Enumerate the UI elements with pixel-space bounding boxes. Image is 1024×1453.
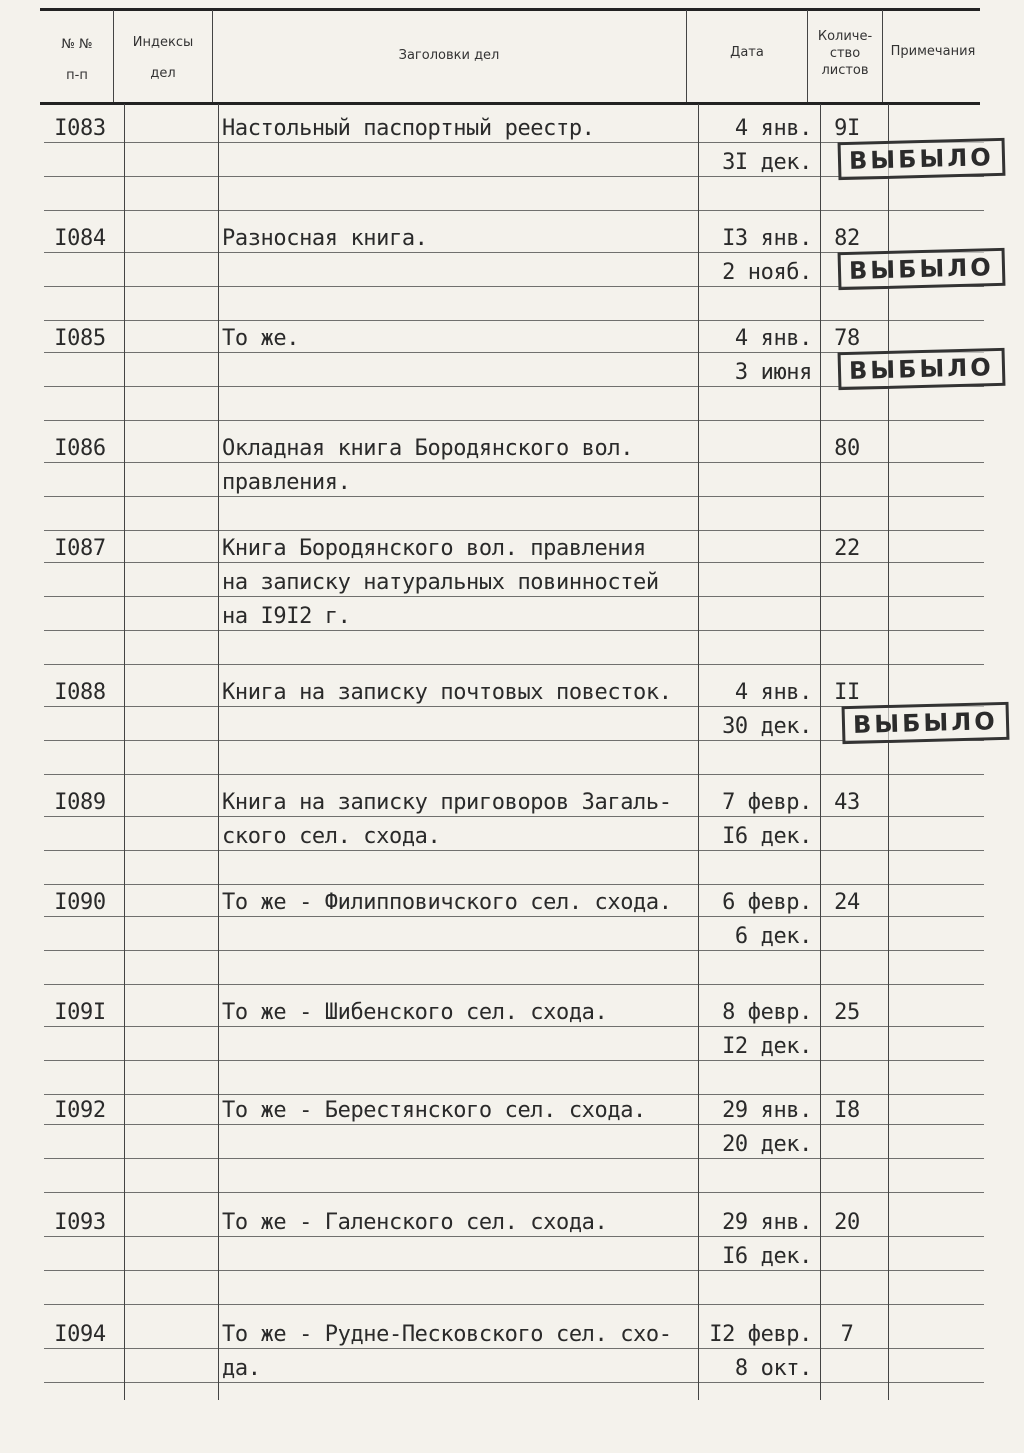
entry-number: I093 xyxy=(54,1210,106,1235)
entry-date-from: I3 янв. xyxy=(722,226,812,251)
entry-date-from: 4 янв. xyxy=(734,326,812,351)
entry-sheet-count: II xyxy=(834,680,860,705)
entry-date-from: 8 февр. xyxy=(722,1000,812,1025)
entry-sheet-count: 43 xyxy=(834,790,860,815)
entry-number: I090 xyxy=(54,890,106,915)
header-sheets-line3: листов xyxy=(821,63,869,78)
entry-date-to: 30 дек. xyxy=(722,714,812,739)
entry-date-from: 4 янв. xyxy=(734,116,812,141)
header-index-line1: Индексы xyxy=(132,35,194,50)
entry-date-from: 4 янв. xyxy=(734,680,812,705)
entry-sheet-count: 24 xyxy=(834,890,860,915)
withdrawn-stamp: ВЫБЫЛО xyxy=(838,138,1006,180)
header-date: Дата xyxy=(730,45,764,60)
entry-title-line: Книга на записку приговоров Загаль- xyxy=(222,790,672,815)
entry-date-to: I6 дек. xyxy=(722,1244,812,1269)
header-sheets-line2: ство xyxy=(829,46,861,61)
entry-title-line: Разносная книга. xyxy=(222,226,428,251)
entry-date-to: 20 дек. xyxy=(722,1132,812,1157)
entry-title-line: Книга на записку почтовых повесток. xyxy=(222,680,672,705)
header-num-line2: п-п xyxy=(66,68,88,83)
entry-title-line: Настольный паспортный реестр. xyxy=(222,116,595,141)
ruled-line xyxy=(44,1060,984,1061)
header-sheets-line1: Количе- xyxy=(817,29,873,44)
entry-sheet-count: 9I xyxy=(834,116,860,141)
entry-title-line: То же. xyxy=(222,326,300,351)
entry-number: I094 xyxy=(54,1322,106,1347)
entry-sheet-count: 20 xyxy=(834,1210,860,1235)
withdrawn-stamp: ВЫБЫЛО xyxy=(842,702,1010,744)
ruled-line xyxy=(44,1192,984,1193)
entry-number: I092 xyxy=(54,1098,106,1123)
divider-index-title xyxy=(212,10,213,102)
entry-title-line: Окладная книга Бородянского вол. xyxy=(222,436,634,461)
entry-date-to: 2 нояб. xyxy=(722,260,812,285)
ruled-line xyxy=(44,950,984,951)
ruled-line xyxy=(44,984,984,985)
withdrawn-stamp: ВЫБЫЛО xyxy=(838,248,1006,290)
entry-sheet-count: 22 xyxy=(834,536,860,561)
ruled-line xyxy=(44,210,984,211)
entry-date-from: 6 февр. xyxy=(722,890,812,915)
entry-date-from: 29 янв. xyxy=(722,1210,812,1235)
entry-sheet-count: 82 xyxy=(834,226,860,251)
entry-number: I083 xyxy=(54,116,106,141)
entry-title-line: То же - Шибенского сел. схода. xyxy=(222,1000,608,1025)
body-divider-index-title xyxy=(218,104,219,1400)
header-title: Заголовки дел xyxy=(398,48,500,63)
entry-date-to: I6 дек. xyxy=(722,824,812,849)
ruled-line xyxy=(44,420,984,421)
divider-num-index xyxy=(113,10,114,102)
entry-date-from: I2 февр. xyxy=(709,1322,812,1347)
ruled-line xyxy=(44,320,984,321)
entry-number: I085 xyxy=(54,326,106,351)
header-sheets xyxy=(808,28,882,79)
entry-sheet-count: 25 xyxy=(834,1000,860,1025)
entry-number: I089 xyxy=(54,790,106,815)
entry-title-line: То же - Галенского сел. схода. xyxy=(222,1210,608,1235)
entry-date-to: 8 окт. xyxy=(734,1356,812,1381)
entry-sheet-count: 80 xyxy=(834,436,860,461)
divider-title-date xyxy=(686,10,687,102)
ruled-line xyxy=(44,664,984,665)
top-border xyxy=(40,8,980,11)
entry-number: I088 xyxy=(54,680,106,705)
entry-title-line: правления. xyxy=(222,470,351,495)
entry-title-line: То же - Рудне-Песковского сел. схо- xyxy=(222,1322,672,1347)
body-divider-num-index xyxy=(124,104,125,1400)
ruled-line xyxy=(44,530,984,531)
header-num xyxy=(44,36,110,84)
body-divider-sheets-notes xyxy=(888,104,889,1400)
header-notes: Примечания xyxy=(890,44,976,59)
entry-title-line: Книга Бородянского вол. правления xyxy=(222,536,646,561)
entry-title-line: на I9I2 г. xyxy=(222,604,351,629)
entry-title-line: да. xyxy=(222,1356,261,1381)
ruled-line xyxy=(44,1304,984,1305)
header-index xyxy=(116,34,210,82)
header-num-line1: № № xyxy=(61,37,93,52)
entry-number: I087 xyxy=(54,536,106,561)
entry-title-line: ского сел. схода. xyxy=(222,824,441,849)
header-bottom-border xyxy=(40,102,980,105)
ruled-line xyxy=(44,884,984,885)
entry-sheet-count: I8 xyxy=(834,1098,860,1123)
entry-date-to: 3I дек. xyxy=(722,150,812,175)
entry-date-to: 3 июня xyxy=(734,360,812,385)
withdrawn-stamp: ВЫБЫЛО xyxy=(838,348,1006,390)
header-index-line2: дел xyxy=(150,66,176,81)
entry-number: I084 xyxy=(54,226,106,251)
entry-date-from: 29 янв. xyxy=(722,1098,812,1123)
entry-date-to: I2 дек. xyxy=(722,1034,812,1059)
ruled-line xyxy=(44,1158,984,1159)
entry-sheet-count: 78 xyxy=(834,326,860,351)
entry-number: I09I xyxy=(54,1000,106,1025)
entry-date-from: 7 февр. xyxy=(722,790,812,815)
entry-date-to: 6 дек. xyxy=(734,924,812,949)
ruled-line xyxy=(44,774,984,775)
entry-title-line: То же - Берестянского сел. схода. xyxy=(222,1098,646,1123)
entry-number: I086 xyxy=(54,436,106,461)
entry-title-line: То же - Филипповичского сел. схода. xyxy=(222,890,672,915)
entry-sheet-count: 7 xyxy=(840,1322,854,1347)
entry-title-line: на записку натуральных повинностей xyxy=(222,570,659,595)
ruled-line xyxy=(44,1270,984,1271)
